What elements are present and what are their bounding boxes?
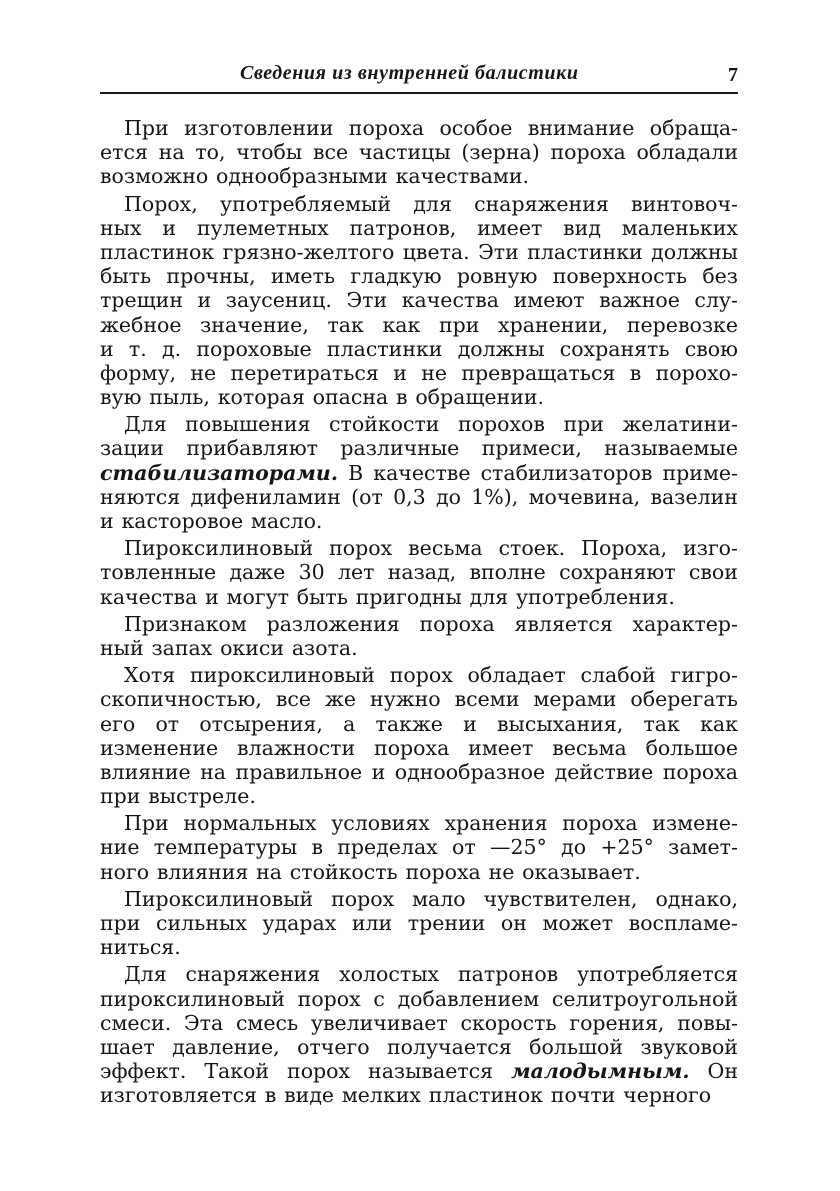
word: виде [284,1083,335,1108]
word: особое [439,116,513,140]
word: пластинок [428,1083,543,1108]
word: лет [337,560,375,585]
word: как [382,312,421,337]
word: значение, [200,312,309,337]
word: воспламе- [628,911,738,935]
word: употребляемый [220,191,392,216]
word: назад, [387,560,457,585]
word: окиси [220,635,285,660]
word: вазелин [650,484,738,509]
word: шает [100,1034,155,1059]
word: Хотя [124,663,176,688]
text-line [100,784,738,808]
page-number: 7 [728,64,738,86]
word: не [488,859,515,884]
word: даже [229,560,286,585]
word: масло. [250,509,323,533]
word: пороха [348,116,425,140]
word: сильных [156,911,247,935]
word: черного [623,1083,712,1108]
word: примеси, [481,436,582,461]
word: Пироксилиновый [124,536,314,561]
word: хранении, [498,312,609,337]
word: В [348,460,364,485]
word: Для [124,412,167,437]
text-line [100,461,738,485]
word: измене- [652,811,738,836]
text-line [100,140,738,164]
word: селитроугольной [551,986,738,1011]
word: Признаком [124,611,247,636]
word: ный [100,635,144,660]
word: может [542,911,614,935]
word: повышения [185,412,311,437]
text-line [100,935,738,959]
word: не [190,360,217,385]
word: изготовлении [184,116,334,140]
word: порох [389,663,453,688]
word: трении [407,911,486,935]
word: эффект. [100,1059,187,1084]
body-text [100,116,738,1108]
word: также [375,711,443,736]
word: горения, [569,1010,665,1035]
word: д. [161,336,182,361]
word: стоек. [498,536,566,561]
word: отсырения, [199,711,323,736]
word: перевозке [626,312,738,337]
word: касторовое [121,509,244,533]
text-line [100,385,738,409]
word: с [373,986,385,1011]
word: пыль, [149,385,210,410]
word: ниться. [100,935,181,960]
word: высыхания, [497,711,624,736]
word: стойкости [329,412,440,437]
word: давление, [172,1034,280,1059]
word: же [325,687,357,712]
header-title: Сведения из внутренней балистики [240,62,579,84]
word: маленьких [621,215,738,240]
text-line [100,1035,738,1059]
word: частицы [358,140,451,165]
word: порох [297,986,361,1011]
word: оказывает. [522,859,641,884]
word: (зерна) [461,140,540,165]
text-line [100,962,738,986]
word: имеет [477,215,543,240]
word: должны [651,239,738,264]
word: свою [684,336,738,361]
word: от [155,711,180,736]
word: желатини- [622,412,738,437]
word: качествами. [395,164,529,189]
word: вую [100,385,142,410]
word: снаряжения [474,191,609,216]
word: стабилизаторов [480,460,653,485]
word: получается [386,1034,512,1059]
word: обладали [636,140,738,165]
word: условиях [331,811,430,836]
word: Эта [183,1010,224,1035]
word: его [100,711,136,736]
word: пулеметных [196,215,329,240]
word: замет- [668,835,738,860]
word: и [100,336,114,361]
word: трещин [100,288,183,313]
word: имеет [468,735,534,760]
word: изменение [100,735,219,760]
word: употребления. [516,584,675,609]
word: поверхность [552,264,688,289]
text-line [100,264,738,288]
word: холостых [339,962,440,987]
word: пределах [337,835,438,860]
text-line [100,288,738,312]
word: все [312,140,349,165]
word: Эти [478,239,519,264]
word: Такой [204,1059,270,1084]
word: он [500,911,527,935]
word: и [393,360,407,385]
word: заусениц. [225,288,332,313]
word: мелких [341,1083,421,1108]
word: форму, [100,360,177,385]
text-line [100,1083,738,1107]
word: гладкую [350,264,442,289]
word: При [124,811,169,836]
text-line [100,1011,738,1035]
word: в [264,1083,277,1108]
word: выстреле. [148,784,256,809]
text-line [100,612,738,636]
word: слу- [694,288,738,313]
word: пригодны [355,584,462,609]
word: качестве [373,460,471,485]
emphasized-word: стабилизаторами. [100,460,338,485]
word: патронов, [349,215,457,240]
word: пороха [405,859,481,884]
word: свои [688,560,738,585]
word: повы- [677,1010,738,1035]
word: снаряжения [185,962,321,987]
word: прочны, [166,264,256,289]
word: пироксилиновый [100,986,285,1011]
text-line [100,687,738,711]
word: качества [401,288,500,313]
word: ных [100,215,142,240]
word: для [469,584,509,609]
text-line [100,887,738,911]
word: обраща- [649,116,738,140]
word: смеси. [100,1010,172,1035]
word: на [200,759,227,784]
text-line [100,835,738,859]
word: однако, [655,886,738,911]
word: называется [368,1059,494,1084]
word: звуковой [640,1034,738,1059]
word: на [158,140,185,165]
word: чувствителен, [483,886,638,911]
word: большое [645,735,738,760]
word: Порох, [124,191,198,216]
word: пороховые [196,336,312,361]
word: жебное [100,312,182,337]
word: перетираться [230,360,379,385]
word: все [275,687,312,712]
word: и [100,509,114,533]
word: порохов [458,412,545,437]
text-line [100,436,738,460]
word: сохраняют [559,560,676,585]
word: слабой [580,663,656,688]
word: пластинок [100,239,215,264]
word: имеют [513,288,585,313]
word: в [311,835,323,860]
word: возможно [100,164,209,189]
word: без [702,264,738,289]
word: ударах [262,911,337,935]
word: Он [707,1059,738,1084]
word: нормальных [183,811,317,836]
word: так [327,312,364,337]
word: смесь [235,1010,299,1035]
text-line [100,485,738,509]
word: так [643,711,680,736]
word: Пороха, [581,536,668,561]
word: однообразное [394,759,546,784]
text-line [100,736,738,760]
word: порох [331,886,395,911]
word: патронов [457,962,559,987]
word: при [100,911,141,935]
word: +25° [600,835,654,860]
word: внимание [527,116,635,140]
word: и [197,288,212,313]
word: —25° [490,835,547,860]
word: изго- [683,536,738,561]
word: при [563,412,604,437]
word: прибавляют [186,436,319,461]
word: и [371,759,386,784]
word: для [413,191,452,216]
word: различные [340,436,460,461]
word: оберегать [630,687,738,712]
word: большой [529,1034,624,1059]
word: 1%), [471,484,519,509]
word: разложения [266,611,400,636]
word: до [436,484,461,509]
word: однообразными [216,164,388,189]
word: а [343,711,356,736]
word: зации [100,436,164,461]
word: т. [128,336,147,361]
word: Пироксилиновый [124,886,314,911]
word: и [205,584,219,609]
word: в [629,360,642,385]
word: 30 [298,560,325,585]
text-line [100,1059,738,1083]
word: Эти [346,288,388,313]
word: няются [100,484,181,509]
word: грязно-желтого [222,239,395,264]
word: стойкость [289,859,398,884]
word: 0,3 [393,484,426,509]
word: или [351,911,393,935]
word: отчего [297,1034,370,1059]
word: цвета. [402,239,470,264]
word: ного [100,859,150,884]
word: которая [217,385,305,410]
word: при [100,784,141,809]
word: называемые [604,436,738,461]
word: пластинки [326,336,443,361]
word: чтобы [236,140,303,165]
word: влажности [237,735,356,760]
word: товленные [100,560,217,585]
word: обращении. [415,385,545,410]
text-line [100,240,738,264]
text-line [100,536,738,560]
word: порохо- [655,360,738,385]
word: в [395,385,408,410]
word: Для [124,962,167,987]
word: мало [412,886,466,911]
word: всеми [454,687,520,712]
word: пироксилиновый [189,663,375,688]
word: влияние [100,759,191,784]
word: изготовляется [100,1083,257,1108]
word: мочевина, [528,484,641,509]
word: гигро- [670,663,738,688]
text-line [100,192,738,216]
text-line [100,164,738,188]
word: дифениламин [190,484,341,509]
word: приме- [662,460,738,485]
text-line [100,509,738,533]
text-line [100,911,738,935]
text-line [100,216,738,240]
word: могут [226,584,289,609]
word: пороха [419,611,495,636]
word: должны [457,336,545,361]
word: ровную [456,264,538,289]
word: важное [599,288,680,313]
word: вид [563,215,601,240]
text-line [100,987,738,1011]
word: как [700,711,738,736]
word: пороха [662,759,738,784]
word: пороха [550,140,626,165]
word: нужно [370,687,441,712]
word: и [162,215,177,240]
word: обладает [467,663,566,688]
text-line [100,361,738,385]
word: правильное [235,759,363,784]
word: порох [287,1059,351,1084]
word: ние [100,835,140,860]
word: употребляется [577,962,738,987]
text-line [100,663,738,687]
word: добавлением [397,986,540,1011]
word: мерами [533,687,617,712]
word: температуры [153,835,298,860]
word: от [452,835,476,860]
word: не [421,360,448,385]
word: то, [195,140,226,165]
word: скопичностью, [100,687,262,712]
word: до [561,835,587,860]
word: (от [351,484,383,509]
word: характер- [632,611,738,636]
text-line [100,313,738,337]
text-line [100,860,738,884]
word: опасна [312,385,389,410]
word: винтовоч- [631,191,738,216]
text-line [100,116,738,140]
word: иметь [270,264,336,289]
word: пороха [562,811,638,836]
word: быть [296,584,348,609]
word: пороха [374,735,450,760]
word: весьма [408,536,483,561]
text-line [100,760,738,784]
text-line [100,712,738,736]
text-line [100,412,738,436]
word: качества [100,584,198,609]
word: хранения [444,811,548,836]
word: быть [100,264,152,289]
word: сохранять [559,336,670,361]
word: и [463,711,477,736]
emphasized-word: малодымным. [511,1059,690,1084]
word: пластинки [527,239,643,264]
word: При [124,116,169,140]
text-line [100,636,738,660]
text-line [100,585,738,609]
text-line [100,560,738,584]
word: почти [550,1083,616,1108]
word: вполне [469,560,546,585]
word: азота. [291,635,358,660]
word: ется [100,140,148,165]
word: запах [151,635,213,660]
word: действие [554,759,654,784]
word: увеличивает [310,1010,448,1035]
text-line [100,337,738,361]
word: на [256,859,282,884]
word: порох [329,536,393,561]
word: весьма [552,735,627,760]
word: является [514,611,613,636]
running-header [100,62,740,88]
word: скорость [460,1010,557,1035]
text-line [100,811,738,835]
word: превращаться [461,360,616,385]
word: при [438,312,480,337]
word: влияния [156,859,249,884]
header-rule [100,92,738,94]
